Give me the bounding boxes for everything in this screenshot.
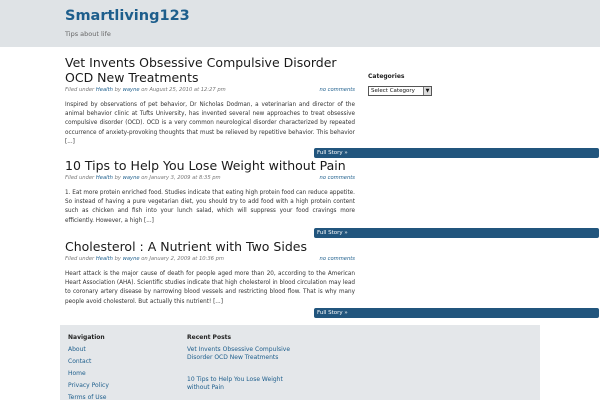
site-tagline: Tips about life xyxy=(65,30,111,38)
post-date: on August 25, 2010 at 12:27 pm xyxy=(141,87,226,93)
footer-nav-home[interactable]: Home xyxy=(68,370,86,377)
author-link[interactable]: wayne xyxy=(122,175,140,181)
footer xyxy=(60,325,540,400)
post-meta xyxy=(65,87,355,95)
meta-by: by xyxy=(114,175,121,181)
comments-link[interactable]: no comments xyxy=(319,175,355,181)
post-meta xyxy=(65,175,355,183)
full-story-button[interactable]: Full Story » xyxy=(314,148,599,158)
post-date: on January 3, 2009 at 8:35 pm xyxy=(141,175,221,181)
recent-post-link[interactable]: Vet Invents Obsessive Compulsive Disorder OCD New Treatments xyxy=(187,346,291,361)
post-title[interactable]: 10 Tips to Help You Lose Weight without Pain xyxy=(65,158,346,173)
meta-prefix: Filed under xyxy=(65,256,95,262)
full-story-button[interactable]: Full Story » xyxy=(314,308,599,318)
post-excerpt: 1. Eat more protein enriched food. Studies indicate that eating high protein food can reduce appetite. So instead of having a pure vegetarian diet, you should try to add food with a high protein content such as chicken and fish into your lunch salad, which will suppress your food cravings more efficiently. However, a high [...] xyxy=(65,190,355,224)
post-excerpt: Heart attack is the major cause of death for people aged more than 20, according to the American Heart Association (AHA). Scientific studies indicate that high cholesterol in blood circulation may lead to coronary artery disease by narrowing blood vessels and restricting blood flow. That is why many people avoid cholesterol. But actually this nutrient! [...] xyxy=(65,271,355,305)
meta-by: by xyxy=(114,256,121,262)
full-story-button[interactable]: Full Story » xyxy=(314,228,599,238)
post-1 xyxy=(65,55,355,147)
post-meta xyxy=(65,256,355,264)
post-title[interactable]: Vet Invents Obsessive Compulsive Disorder OCD New Treatments xyxy=(65,55,337,85)
author-link[interactable]: wayne xyxy=(122,256,140,262)
footer-nav-terms[interactable]: Terms of Use xyxy=(68,394,107,400)
meta-by: by xyxy=(114,87,121,93)
footer-nav-privacy[interactable]: Privacy Policy xyxy=(68,382,109,389)
meta-prefix: Filed under xyxy=(65,87,95,93)
category-select-value: Select Category xyxy=(371,88,415,94)
footer-nav-contact[interactable]: Contact xyxy=(68,358,92,365)
categories-title: Categories xyxy=(368,73,405,80)
post-title[interactable]: Cholesterol : A Nutrient with Two Sides xyxy=(65,239,307,254)
site-header xyxy=(0,0,600,47)
comments-link[interactable]: no comments xyxy=(319,256,355,262)
footer-nav-title: Navigation xyxy=(68,334,105,341)
footer-nav-about[interactable]: About xyxy=(68,346,86,353)
post-date: on January 2, 2009 at 10:36 pm xyxy=(141,256,224,262)
meta-prefix: Filed under xyxy=(65,175,95,181)
category-link[interactable]: Health xyxy=(95,87,113,93)
chevron-down-icon[interactable]: ▼ xyxy=(423,87,431,95)
post-excerpt: Inspired by observations of pet behavior, Dr Nicholas Dodman, a veterinarian and director of the animal behavior clinic at Tufts University, has invented several new approaches to treat obsessive compulsive disorder (OCD). OCD is a very common neurological disorder characterized by repeated occurrence of anxiety-provoking thoughts that must be relieved by repetitive behavior. This behavior [...] xyxy=(65,102,355,145)
post-2 xyxy=(65,158,355,226)
category-select[interactable] xyxy=(368,86,432,96)
post-3 xyxy=(65,239,355,307)
category-link[interactable]: Health xyxy=(95,175,113,181)
author-link[interactable]: wayne xyxy=(122,87,140,93)
recent-post-link[interactable]: 10 Tips to Help You Lose Weight without Pain xyxy=(187,376,283,391)
footer-recent-title: Recent Posts xyxy=(187,334,232,341)
site-title[interactable]: Smartliving123 xyxy=(65,8,190,24)
category-link[interactable]: Health xyxy=(95,256,113,262)
comments-link[interactable]: no comments xyxy=(319,87,355,93)
